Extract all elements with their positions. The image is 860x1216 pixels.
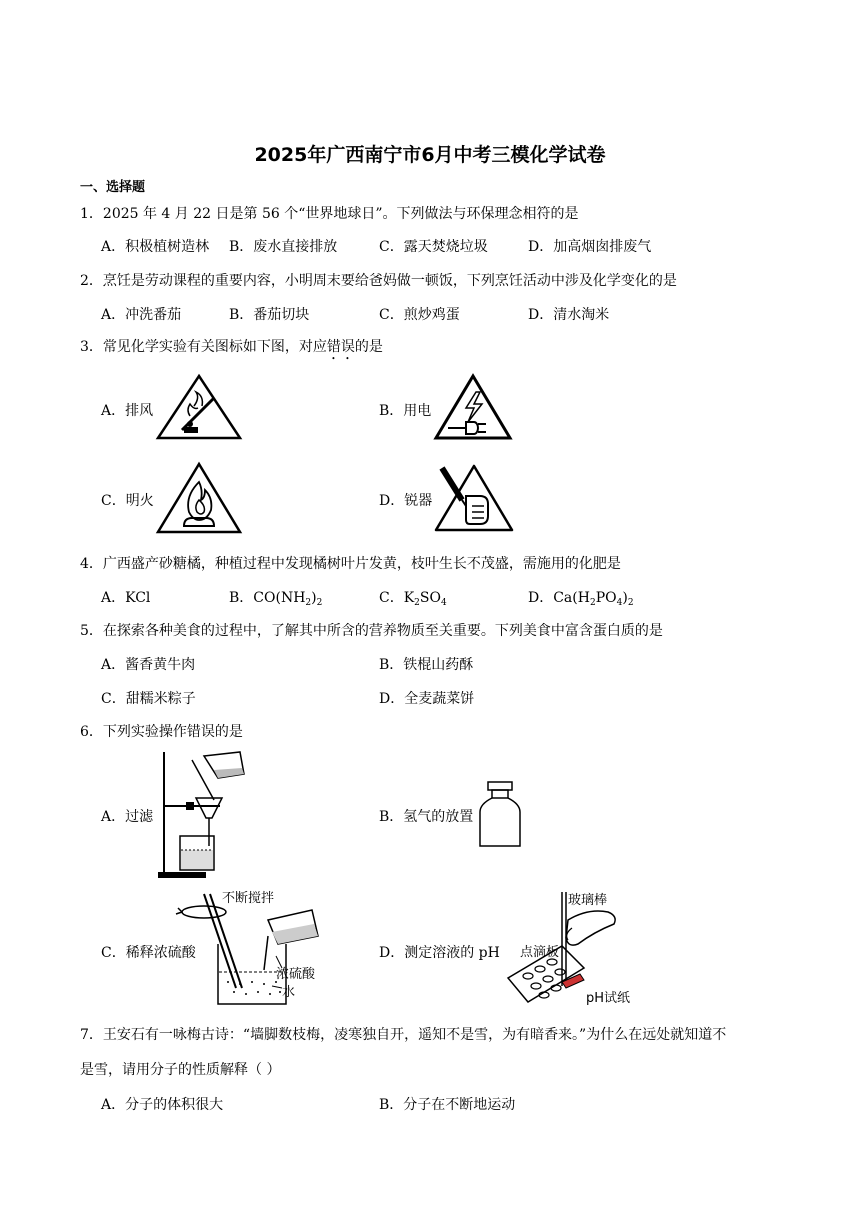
q4-option-b[interactable]: B．$CO(NH_2)_2$ <box>229 590 323 608</box>
q7-option-a[interactable]: A．分子的体积很大 <box>101 1097 224 1113</box>
question-5-stem: 5．在探索各种美食的过程中，了解其中所含的营养物质至关重要。下列美食中富含蛋白质的是 <box>80 623 663 639</box>
q4-option-c[interactable]: C．$K_2SO_4$ <box>379 590 447 608</box>
q3-option-c[interactable]: C．明火 <box>101 493 154 509</box>
question-4-stem: 4．广西盛产砂糖橘，种植过程中发现橘树叶片发黄，枝叶生长不茂盛，需施用的化肥是 <box>80 556 621 572</box>
q1-option-d[interactable]: D．加高烟囱排废气 <box>528 239 652 255</box>
q4-option-d[interactable]: D．$Ca(H_2PO_4)_2$ <box>528 590 634 608</box>
stir-label: 不断搅拌 <box>222 891 275 906</box>
q1-option-c[interactable]: C．露天焚烧垃圾 <box>379 239 488 255</box>
q2-option-b[interactable]: B．番茄切块 <box>229 307 310 323</box>
question-7-stem-line2: 是雪，请用分子的性质解释（ ） <box>80 1062 281 1078</box>
sharp-object-icon <box>432 460 516 536</box>
ph-paper-label: pH试纸 <box>586 991 631 1006</box>
q5-option-a[interactable]: A．酱香黄牛肉 <box>101 657 196 673</box>
water-label: 水 <box>282 985 296 1000</box>
question-7-stem-line1: 7．王安石有一咏梅古诗：“墙脚数枝梅，凌寒独自开，遥知不是雪，为有暗香来。”为什么在远处就知道不 <box>80 1027 727 1043</box>
q4-option-a[interactable]: A．KCl <box>101 590 151 606</box>
q3-option-d[interactable]: D．锐器 <box>379 493 433 509</box>
q2-option-a[interactable]: A．冲洗番茄 <box>101 307 182 323</box>
page-title: 2025年广西南宁市6月中考三模化学试卷 <box>254 144 606 166</box>
q3-option-a[interactable]: A．排风 <box>101 403 154 419</box>
q1-option-b[interactable]: B．废水直接排放 <box>229 239 338 255</box>
question-2-stem: 2．烹饪是劳动课程的重要内容，小明周末要给爸妈做一顿饭，下列烹饪活动中涉及化学变化的是 <box>80 273 677 289</box>
plate-label: 点滴板 <box>520 945 560 960</box>
q2-option-d[interactable]: D．清水淘米 <box>528 307 610 323</box>
q5-option-b[interactable]: B．铁棍山药酥 <box>379 657 474 673</box>
question-6-stem: 6．下列实验操作错误的是 <box>80 724 243 740</box>
q6-option-b[interactable]: B．氢气的放置 <box>379 809 474 825</box>
q6-option-c[interactable]: C．稀释浓硫酸 <box>101 945 196 961</box>
rod-label: 玻璃棒 <box>568 893 608 908</box>
emphasis-mark: 错误 <box>326 339 355 355</box>
q2-option-c[interactable]: C．煎炒鸡蛋 <box>379 307 460 323</box>
question-3-stem: 3．常见化学实验有关图标如下图，对应错误的是 <box>80 339 383 355</box>
question-1-stem: 1．2025 年 4 月 22 日是第 56 个“世界地球日”。下列做法与环保理念相符的是 <box>80 206 579 222</box>
section-heading: 一、选择题 <box>80 180 146 195</box>
dilute-acid-illustration <box>164 888 334 1010</box>
ventilation-icon <box>154 372 244 442</box>
q5-option-c[interactable]: C．甜糯米粽子 <box>101 691 196 707</box>
q5-option-d[interactable]: D．全麦蔬菜饼 <box>379 691 475 707</box>
filtration-apparatus-illustration <box>156 748 256 880</box>
q3-option-b[interactable]: B．用电 <box>379 403 432 419</box>
open-flame-icon <box>154 460 244 536</box>
q7-option-b[interactable]: B．分子在不断地运动 <box>379 1097 516 1113</box>
q1-option-a[interactable]: A．积极植树造林 <box>101 239 210 255</box>
electricity-icon <box>432 372 514 442</box>
gas-bottle-illustration <box>478 780 522 848</box>
ph-test-illustration <box>498 884 658 1008</box>
q6-option-d[interactable]: D．测定溶液的 pH <box>379 945 500 961</box>
acid-label: 浓硫酸 <box>276 967 316 982</box>
q6-option-a[interactable]: A．过滤 <box>101 809 154 825</box>
